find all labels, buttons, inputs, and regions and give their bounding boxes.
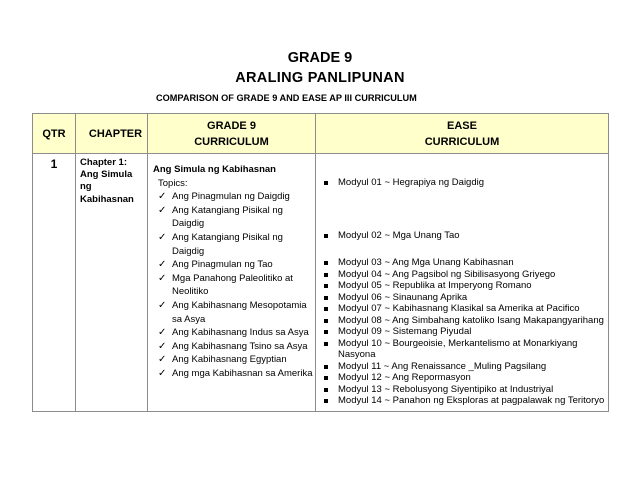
chapter-line: Ang Simula xyxy=(80,169,133,181)
check-icon: ✓ xyxy=(158,231,167,243)
cell-chapter xyxy=(76,154,148,412)
list-item-text: Ang Katangiang Pisikal ng Daigdig xyxy=(172,231,283,257)
list-item xyxy=(158,340,313,354)
ease-module-group-1 xyxy=(319,177,606,189)
check-icon: ✓ xyxy=(158,272,167,284)
header-ease-line2: CURRICULUM xyxy=(424,135,500,148)
check-icon: ✓ xyxy=(158,340,167,352)
list-item xyxy=(323,177,606,189)
doc-title-grade: GRADE 9 xyxy=(287,50,353,66)
list-item-text: Modyul 04 ~ Ang Pagsibol ng Sibilisasyong Griyego xyxy=(338,268,556,280)
square-bullet-icon xyxy=(324,319,328,323)
header-grade9-line2: CURRICULUM xyxy=(194,135,269,148)
list-item xyxy=(323,280,606,292)
header-qtr-label: QTR xyxy=(42,127,66,140)
header-chapter xyxy=(76,114,148,154)
check-icon: ✓ xyxy=(158,327,167,339)
chapter-line: Chapter 1: xyxy=(80,157,127,168)
list-item-text: Modyul 14 ~ Panahon ng Eksploras at pagpalawak ng Teritoryo xyxy=(338,395,605,406)
list-item xyxy=(323,303,606,315)
square-bullet-icon xyxy=(324,307,328,311)
square-bullet-icon xyxy=(324,330,328,334)
list-item xyxy=(158,272,313,299)
square-bullet-icon xyxy=(324,296,328,300)
header-grade9 xyxy=(148,114,316,154)
header-qtr xyxy=(33,114,76,154)
list-item xyxy=(158,326,313,340)
list-item xyxy=(158,204,313,231)
list-item xyxy=(323,338,606,361)
list-item-text: Ang Katangiang Pisikal ng Daigdig xyxy=(172,204,283,230)
table-row xyxy=(33,154,609,412)
list-item-text: Modyul 12 ~ Ang Repormasyon xyxy=(338,372,471,383)
list-item-text: Mga Panahong Paleolitiko at Neolitiko xyxy=(172,272,293,298)
list-item-text: Modyul 13 ~ Rebolusyong Siyentipiko at Industriyal xyxy=(338,383,554,395)
check-icon: ✓ xyxy=(158,259,167,271)
square-bullet-icon xyxy=(324,376,328,380)
ease-module-group-3 xyxy=(319,257,606,407)
list-item-text: Modyul 11 ~ Ang Renaissance _Muling Pagsilang xyxy=(338,360,547,372)
list-item-text: Modyul 02 ~ Mga Unang Tao xyxy=(338,229,460,241)
square-bullet-icon xyxy=(324,388,328,392)
square-bullet-icon xyxy=(324,181,328,185)
list-item-text: Modyul 05 ~ Republika at Imperyong Romano xyxy=(338,280,532,291)
header-ease xyxy=(316,114,609,154)
cell-grade9 xyxy=(148,154,316,412)
list-item xyxy=(323,326,606,338)
grade9-topics-label: Topics: xyxy=(158,177,188,189)
list-item xyxy=(323,372,606,384)
list-item-text: Modyul 03 ~ Ang Mga Unang Kabihasnan xyxy=(338,257,514,268)
chapter-line: ng xyxy=(80,181,92,193)
list-item-text: Modyul 08 ~ Ang Simbahang katoliko Isang Makapangyarihang xyxy=(338,314,604,326)
check-icon: ✓ xyxy=(158,204,167,216)
list-item-text: Ang Pinagmulan ng Tao xyxy=(172,259,273,271)
list-item-text: Ang Kabihasnang Mesopotamia sa Asya xyxy=(172,299,307,325)
doc-subtitle: COMPARISON OF GRADE 9 AND EASE AP III CURRICULUM xyxy=(156,93,417,103)
list-item xyxy=(158,258,313,272)
list-item xyxy=(323,230,606,242)
cell-ease xyxy=(316,154,609,412)
list-item xyxy=(323,361,606,373)
check-icon: ✓ xyxy=(158,299,167,311)
list-item xyxy=(158,353,313,367)
list-item xyxy=(323,269,606,281)
grade9-topic-list xyxy=(153,190,313,380)
doc-title-subject: ARALING PANLIPUNAN xyxy=(235,70,405,86)
square-bullet-icon xyxy=(324,284,328,288)
list-item-text: Modyul 09 ~ Sistemang Piyudal xyxy=(338,326,472,337)
chapter-line: Kabihasnan xyxy=(80,193,134,205)
header-ease-line1: EASE xyxy=(447,119,477,132)
square-bullet-icon xyxy=(324,273,328,277)
square-bullet-icon xyxy=(324,365,328,369)
list-item xyxy=(158,299,313,326)
list-item xyxy=(323,395,606,407)
list-item-text: Modyul 07 ~ Kabihasnang Klasikal sa Amerika at Pacifico xyxy=(338,303,580,314)
square-bullet-icon xyxy=(324,342,328,346)
list-item-text: Ang mga Kabihasnan sa Amerika xyxy=(172,367,313,379)
grade9-section-title: Ang Simula ng Kabihasnan xyxy=(153,164,276,175)
ease-module-group-2 xyxy=(319,230,606,242)
header-chapter-label: CHAPTER xyxy=(88,127,143,140)
list-item-text: Ang Kabihasnang Tsino sa Asya xyxy=(172,340,308,352)
table-header-row xyxy=(33,114,609,154)
list-item xyxy=(323,315,606,327)
header-grade9-line1: GRADE 9 xyxy=(207,119,256,132)
list-item xyxy=(158,190,313,204)
list-item xyxy=(323,292,606,304)
cell-qtr: 1 xyxy=(33,154,76,412)
list-item xyxy=(323,384,606,396)
check-icon: ✓ xyxy=(158,367,167,379)
list-item-text: Ang Kabihasnang Egyptian xyxy=(172,354,287,366)
list-item-text: Ang Kabihasnang Indus sa Asya xyxy=(172,327,309,339)
curriculum-table xyxy=(32,113,609,412)
square-bullet-icon xyxy=(324,399,328,403)
list-item xyxy=(323,257,606,269)
check-icon: ✓ xyxy=(158,191,167,203)
list-item xyxy=(158,231,313,258)
square-bullet-icon xyxy=(324,261,328,265)
list-item xyxy=(158,367,313,381)
check-icon: ✓ xyxy=(158,354,167,366)
square-bullet-icon xyxy=(324,234,328,238)
list-item-text: Modyul 10 ~ Bourgeoisie, Merkantelismo at Monarkiyang Nasyona xyxy=(338,337,578,360)
list-item-text: Modyul 06 ~ Sinaunang Aprika xyxy=(338,291,468,303)
list-item-text: Ang Pinagmulan ng Daigdig xyxy=(172,191,290,203)
list-item-text: Modyul 01 ~ Hegrapiya ng Daigdig xyxy=(338,177,485,188)
